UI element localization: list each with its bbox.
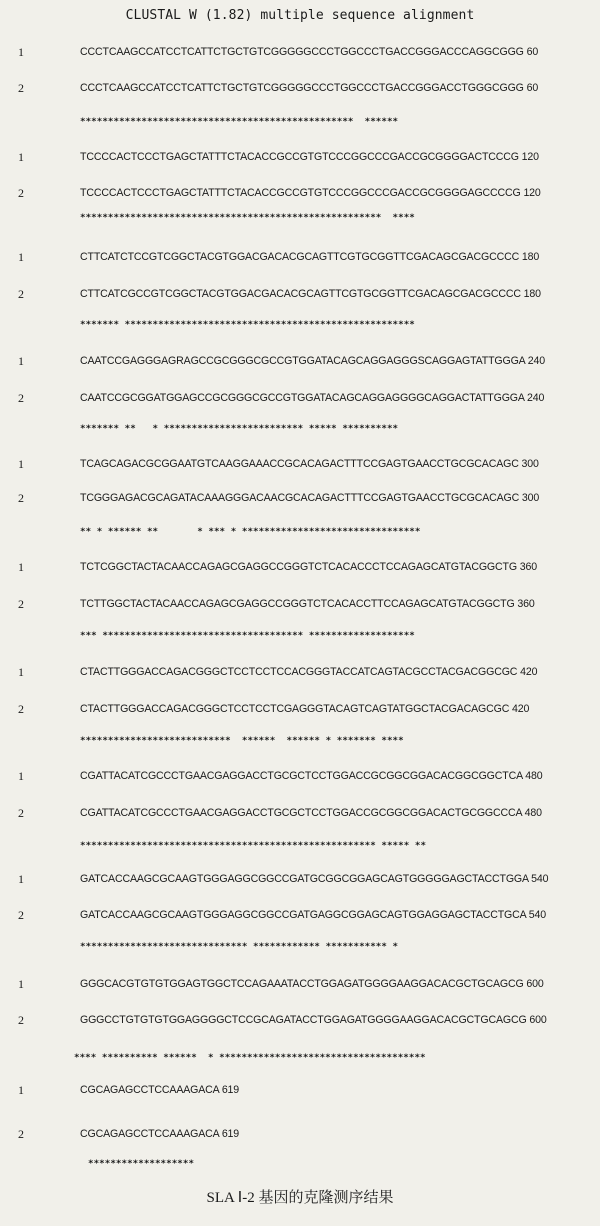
sequence-residues: TCTCGGCTACTACAACCAGAGCGAGGCCGGGTCTCACACCCTCCAGAGCATGTACGGCTG bbox=[80, 561, 517, 573]
sequence-residues: GGGCCTGTGTGTGGAGGGGCTCCGCAGATACCTGGAGATGGGGAAGGACACGCTGCAGCG bbox=[80, 1014, 527, 1026]
sequence-residues: CAATCCGAGGGAGRAGCCGCGGGCGCCGTGGATACAGCAGGAGGGSCAGGAGTATTGGGA bbox=[80, 355, 525, 367]
sequence-row bbox=[0, 42, 600, 62]
sequence-residues: CTTCATCTCCGTCGGCTACGTGGACGACACGCAGTTCGTGCGGTTCGACAGCGACGCCCC bbox=[80, 251, 520, 263]
sequence-row bbox=[0, 803, 600, 823]
sequence-residues: CGATTACATCGCCCTGAACGAGGACCTGCGCTCCTGGACCGCGGCGGACACGGCGGCTCA bbox=[80, 770, 523, 782]
sequence-text bbox=[80, 183, 541, 203]
sequence-text bbox=[80, 869, 548, 889]
sequence-label: 1 bbox=[18, 872, 24, 886]
consensus-stars: ** * ****** ** * *** * ******************************** bbox=[80, 526, 421, 537]
consensus-stars: ******************* bbox=[88, 1158, 195, 1169]
sequence-label: 1 bbox=[18, 150, 24, 164]
sequence-text bbox=[80, 803, 542, 823]
consensus-stars: *** ************************************ ******************* bbox=[80, 630, 415, 641]
sequence-row bbox=[0, 454, 600, 474]
sequence-label: 1 bbox=[18, 250, 24, 264]
sequence-row bbox=[0, 905, 600, 925]
sequence-label: 1 bbox=[18, 1083, 24, 1097]
sequence-position: 60 bbox=[526, 82, 539, 94]
sequence-label: 2 bbox=[18, 1013, 24, 1027]
sequence-label: 2 bbox=[18, 186, 24, 200]
consensus-stars: **** ********** ****** * ************************************* bbox=[74, 1052, 426, 1063]
sequence-residues: GATCACCAAGCGCAAGTGGGAGGCGGCCGATGCGGCGGAGCAGTGGGGGAGCTACCTGGA bbox=[80, 873, 529, 885]
sequence-row bbox=[0, 488, 600, 508]
sequence-label: 1 bbox=[18, 457, 24, 471]
sequence-text bbox=[80, 488, 539, 508]
sequence-residues: TCAGCAGACGCGGAATGTCAAGGAAACCGCACAGACTTTCCGAGTGAACCTGCGCACAGC bbox=[80, 458, 519, 470]
sequence-text bbox=[80, 594, 535, 614]
sequence-position: 600 bbox=[529, 1014, 547, 1026]
sequence-label: 2 bbox=[18, 1127, 24, 1141]
sequence-residues: TCGGGAGACGCAGATACAAAGGGACAACGCACAGACTTTCCGAGTGAACCTGCGCACAGC bbox=[80, 492, 520, 504]
sequence-row bbox=[0, 1124, 600, 1144]
sequence-row bbox=[0, 351, 600, 371]
sequence-position: 619 bbox=[221, 1128, 240, 1140]
sequence-row bbox=[0, 974, 600, 994]
sequence-text bbox=[80, 247, 539, 267]
sequence-position: 540 bbox=[528, 909, 547, 921]
sequence-row bbox=[0, 766, 600, 786]
sequence-label: 1 bbox=[18, 560, 24, 574]
sequence-position: 300 bbox=[521, 492, 540, 504]
sequence-row bbox=[0, 1010, 600, 1030]
sequence-label: 2 bbox=[18, 702, 24, 716]
sequence-residues: CTACTTGGGACCAGACGGGCTCCTCCTCCACGGGTACCATCAGTACGCCTACGACGGCGC bbox=[80, 666, 518, 678]
sequence-text bbox=[80, 388, 544, 408]
sequence-residues: CTACTTGGGACCAGACGGGCTCCTCCTCGAGGGTACAGTCAGTATGGCTACGACAGCGC bbox=[80, 703, 510, 715]
sequence-label: 2 bbox=[18, 597, 24, 611]
sequence-position: 120 bbox=[521, 151, 539, 163]
sequence-label: 2 bbox=[18, 391, 24, 405]
consensus-stars: ****************************** ************ *********** * bbox=[80, 941, 399, 952]
sequence-text bbox=[80, 974, 544, 994]
sequence-text bbox=[80, 905, 546, 925]
sequence-residues: CAATCCGCGGATGGAGCCGCGGGCGCCGTGGATACAGCAGGAGGGGCAGGACTATTGGGA bbox=[80, 392, 525, 404]
sequence-text bbox=[80, 1010, 547, 1030]
sequence-position: 240 bbox=[527, 355, 546, 367]
sequence-label: 1 bbox=[18, 769, 24, 783]
sequence-text bbox=[80, 662, 537, 682]
sequence-position: 180 bbox=[523, 288, 541, 300]
sequence-position: 360 bbox=[517, 598, 535, 610]
sequence-position: 180 bbox=[521, 251, 540, 263]
sequence-residues: TCCCCACTCCCTGAGCTATTTCTACACCGCCGTGTCCCGGCCCGACCGCGGGGACTCCCG bbox=[80, 151, 519, 163]
sequence-row bbox=[0, 183, 600, 203]
sequence-label: 1 bbox=[18, 45, 24, 59]
sequence-text bbox=[80, 1124, 239, 1144]
sequence-position: 420 bbox=[512, 703, 530, 715]
sequence-residues: CGCAGAGCCTCCAAAGACA bbox=[80, 1084, 220, 1096]
sequence-position: 300 bbox=[521, 458, 539, 470]
sequence-position: 480 bbox=[524, 807, 542, 819]
sequence-label: 2 bbox=[18, 81, 24, 95]
sequence-text bbox=[80, 78, 538, 98]
sequence-residues: CCCTCAAGCCATCCTCATTCTGCTGTCGGGGGCCCTGGCCCTGACCGGGACCTGGGCGGG bbox=[80, 82, 524, 94]
consensus-stars: *************************** ****** ****** * ******* **** bbox=[80, 735, 404, 746]
sequence-row bbox=[0, 1080, 600, 1100]
sequence-residues: CGCAGAGCCTCCAAAGACA bbox=[80, 1128, 220, 1140]
sequence-residues: GGGCACGTGTGTGGAGTGGCTCCAGAAATACCTGGAGATGGGGAAGGACACGCTGCAGCG bbox=[80, 978, 524, 990]
sequence-row bbox=[0, 594, 600, 614]
sequence-label: 2 bbox=[18, 806, 24, 820]
sequence-row bbox=[0, 284, 600, 304]
sequence-row bbox=[0, 699, 600, 719]
sequence-position: 120 bbox=[523, 187, 541, 199]
sequence-residues: TCCCCACTCCCTGAGCTATTTCTACACCGCCGTGTCCCGGCCCGACCGCGGGGAGCCCCG bbox=[80, 187, 521, 199]
sequence-residues: CCCTCAAGCCATCCTCATTCTGCTGTCGGGGGCCCTGGCCCTGACCGGGACCCAGGCGGG bbox=[80, 46, 524, 58]
consensus-stars: ******* **************************************************** bbox=[80, 319, 415, 330]
sequence-text bbox=[80, 284, 541, 304]
sequence-residues: CTTCATCGCCGTCGGCTACGTGGACGACACGCAGTTCGTGCGGTTCGACAGCGACGCCCC bbox=[80, 288, 521, 300]
sequence-label: 2 bbox=[18, 287, 24, 301]
sequence-position: 60 bbox=[526, 46, 539, 58]
consensus-stars: ****************************************************** **** bbox=[80, 212, 415, 223]
sequence-text bbox=[80, 42, 538, 62]
sequence-label: 2 bbox=[18, 491, 24, 505]
sequence-text bbox=[80, 1080, 239, 1100]
sequence-position: 619 bbox=[221, 1084, 240, 1096]
sequence-row bbox=[0, 869, 600, 889]
sequence-text bbox=[80, 699, 529, 719]
sequence-residues: GATCACCAAGCGCAAGTGGGAGGCGGCCGATGAGGCGGAGCAGTGGAGGAGCTACCTGCA bbox=[80, 909, 526, 921]
sequence-label: 1 bbox=[18, 977, 24, 991]
sequence-residues: CGATTACATCGCCCTGAACGAGGACCTGCGCTCCTGGACCGCGGCGGACACTGCGGCCCA bbox=[80, 807, 522, 819]
alignment-title: CLUSTAL W (1.82) multiple sequence alignment bbox=[125, 8, 475, 23]
sequence-residues: TCTTGGCTACTACAACCAGAGCGAGGCCGGGTCTCACACCTTCCAGAGCATGTACGGCTG bbox=[80, 598, 515, 610]
sequence-position: 360 bbox=[519, 561, 537, 573]
sequence-position: 540 bbox=[531, 873, 549, 885]
sequence-position: 600 bbox=[526, 978, 544, 990]
sequence-position: 420 bbox=[520, 666, 538, 678]
sequence-text bbox=[80, 454, 539, 474]
sequence-text bbox=[80, 557, 537, 577]
sequence-position: 240 bbox=[527, 392, 545, 404]
sequence-row bbox=[0, 247, 600, 267]
sequence-label: 1 bbox=[18, 665, 24, 679]
sequence-row bbox=[0, 388, 600, 408]
sequence-row bbox=[0, 662, 600, 682]
sequence-label: 2 bbox=[18, 908, 24, 922]
sequence-row bbox=[0, 78, 600, 98]
sequence-label: 1 bbox=[18, 354, 24, 368]
sequence-text bbox=[80, 766, 542, 786]
sequence-position: 480 bbox=[525, 770, 543, 782]
sequence-row bbox=[0, 557, 600, 577]
sequence-text bbox=[80, 351, 545, 371]
consensus-stars: ************************************************* ****** bbox=[80, 116, 399, 127]
consensus-stars: ***************************************************** ***** ** bbox=[80, 840, 427, 851]
figure-caption: SLA Ⅰ-2 基因的克隆测序结果 bbox=[206, 1190, 394, 1206]
sequence-text bbox=[80, 147, 539, 167]
consensus-stars: ******* ** * ************************* ***** ********** bbox=[80, 423, 399, 434]
sequence-row bbox=[0, 147, 600, 167]
